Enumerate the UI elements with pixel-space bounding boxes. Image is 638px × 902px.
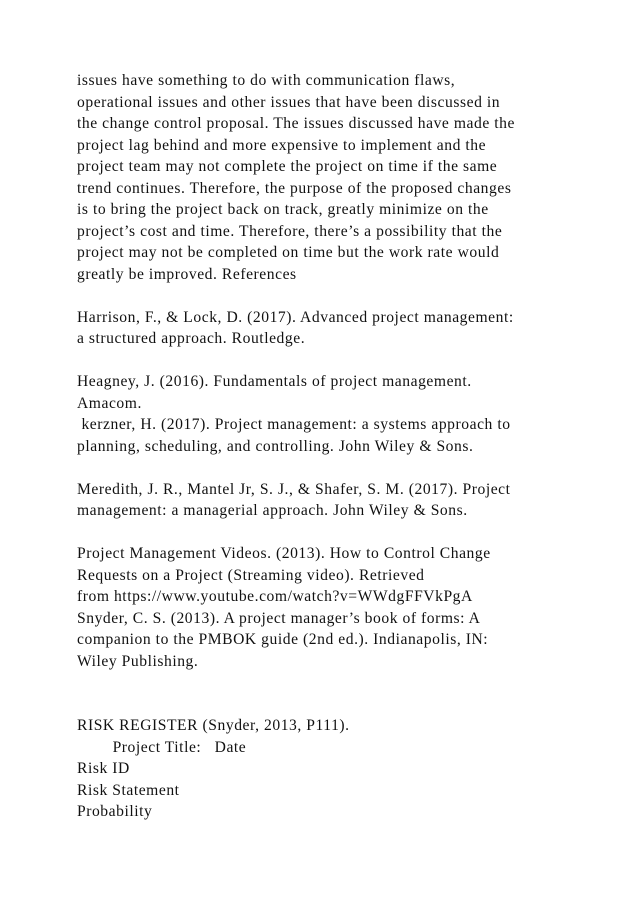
paragraph-line: project may not be completed on time but the work rate would bbox=[77, 244, 500, 261]
reference-line: a structured approach. Routledge. bbox=[77, 330, 306, 347]
paragraph-line: project lag behind and more expensive to implement and the bbox=[77, 136, 487, 154]
reference-line: planning, scheduling, and controlling. John Wiley & Sons. bbox=[77, 437, 474, 455]
paragraph-line: the change control proposal. The issues discussed have made the bbox=[77, 115, 515, 132]
paragraph-line: issues have something to do with communication flaws, bbox=[77, 72, 456, 89]
risk-register bbox=[77, 715, 597, 823]
reference-line: from https://www.youtube.com/watch?v=WWdgFFVkPgA bbox=[77, 588, 473, 605]
reference-snyder bbox=[77, 608, 597, 673]
risk-register-heading: RISK REGISTER (Snyder, 2013, P111). bbox=[77, 717, 350, 734]
document-body bbox=[77, 70, 597, 823]
reference-heagney bbox=[77, 371, 597, 414]
reference-line: companion to the PMBOK guide (2nd ed.). Indianapolis, IN: bbox=[77, 631, 489, 648]
reference-line: Meredith, J. R., Mantel Jr, S. J., & Shafer, S. M. (2017). Project bbox=[77, 480, 511, 498]
reference-line: management: a managerial approach. John Wiley & Sons. bbox=[77, 502, 468, 519]
spacer bbox=[77, 457, 597, 479]
paragraph-line: project team may not complete the project on time if the same bbox=[77, 158, 498, 175]
spacer bbox=[77, 350, 597, 372]
reference-line: kerzner, H. (2017). Project management: a systems approach to bbox=[77, 416, 511, 433]
reference-line: Harrison, F., & Lock, D. (2017). Advanced project management: bbox=[77, 308, 514, 326]
paragraph-line: is to bring the project back on track, greatly minimize on the bbox=[77, 201, 489, 218]
spacer bbox=[77, 285, 597, 307]
paragraph-line: operational issues and other issues that have been discussed in bbox=[77, 93, 501, 111]
body-paragraph bbox=[77, 70, 597, 285]
reference-meredith bbox=[77, 479, 597, 522]
spacer bbox=[77, 672, 597, 694]
risk-register-field: Risk ID bbox=[77, 760, 130, 777]
risk-register-title-line: Project Title: Date bbox=[77, 738, 247, 756]
reference-line: Heagney, J. (2016). Fundamentals of project management. bbox=[77, 373, 472, 390]
reference-harrison bbox=[77, 307, 597, 350]
paragraph-line: trend continues. Therefore, the purpose of the proposed changes bbox=[77, 179, 512, 197]
reference-line: Snyder, C. S. (2013). A project manager’s book of forms: A bbox=[77, 609, 481, 627]
risk-register-field: Risk Statement bbox=[77, 781, 180, 799]
reference-line: Requests on a Project (Streaming video). Retrieved bbox=[77, 566, 425, 584]
reference-kerzner bbox=[77, 414, 597, 457]
reference-line: Project Management Videos. (2013). How to Control Change bbox=[77, 545, 491, 562]
paragraph-line: project’s cost and time. Therefore, there’s a possibility that the bbox=[77, 222, 503, 240]
reference-line: Wiley Publishing. bbox=[77, 652, 199, 670]
reference-videos bbox=[77, 543, 597, 608]
paragraph-line: greatly be improved. References bbox=[77, 265, 297, 283]
spacer bbox=[77, 522, 597, 544]
spacer bbox=[77, 694, 597, 716]
risk-register-field: Probability bbox=[77, 803, 153, 820]
reference-line: Amacom. bbox=[77, 394, 142, 412]
